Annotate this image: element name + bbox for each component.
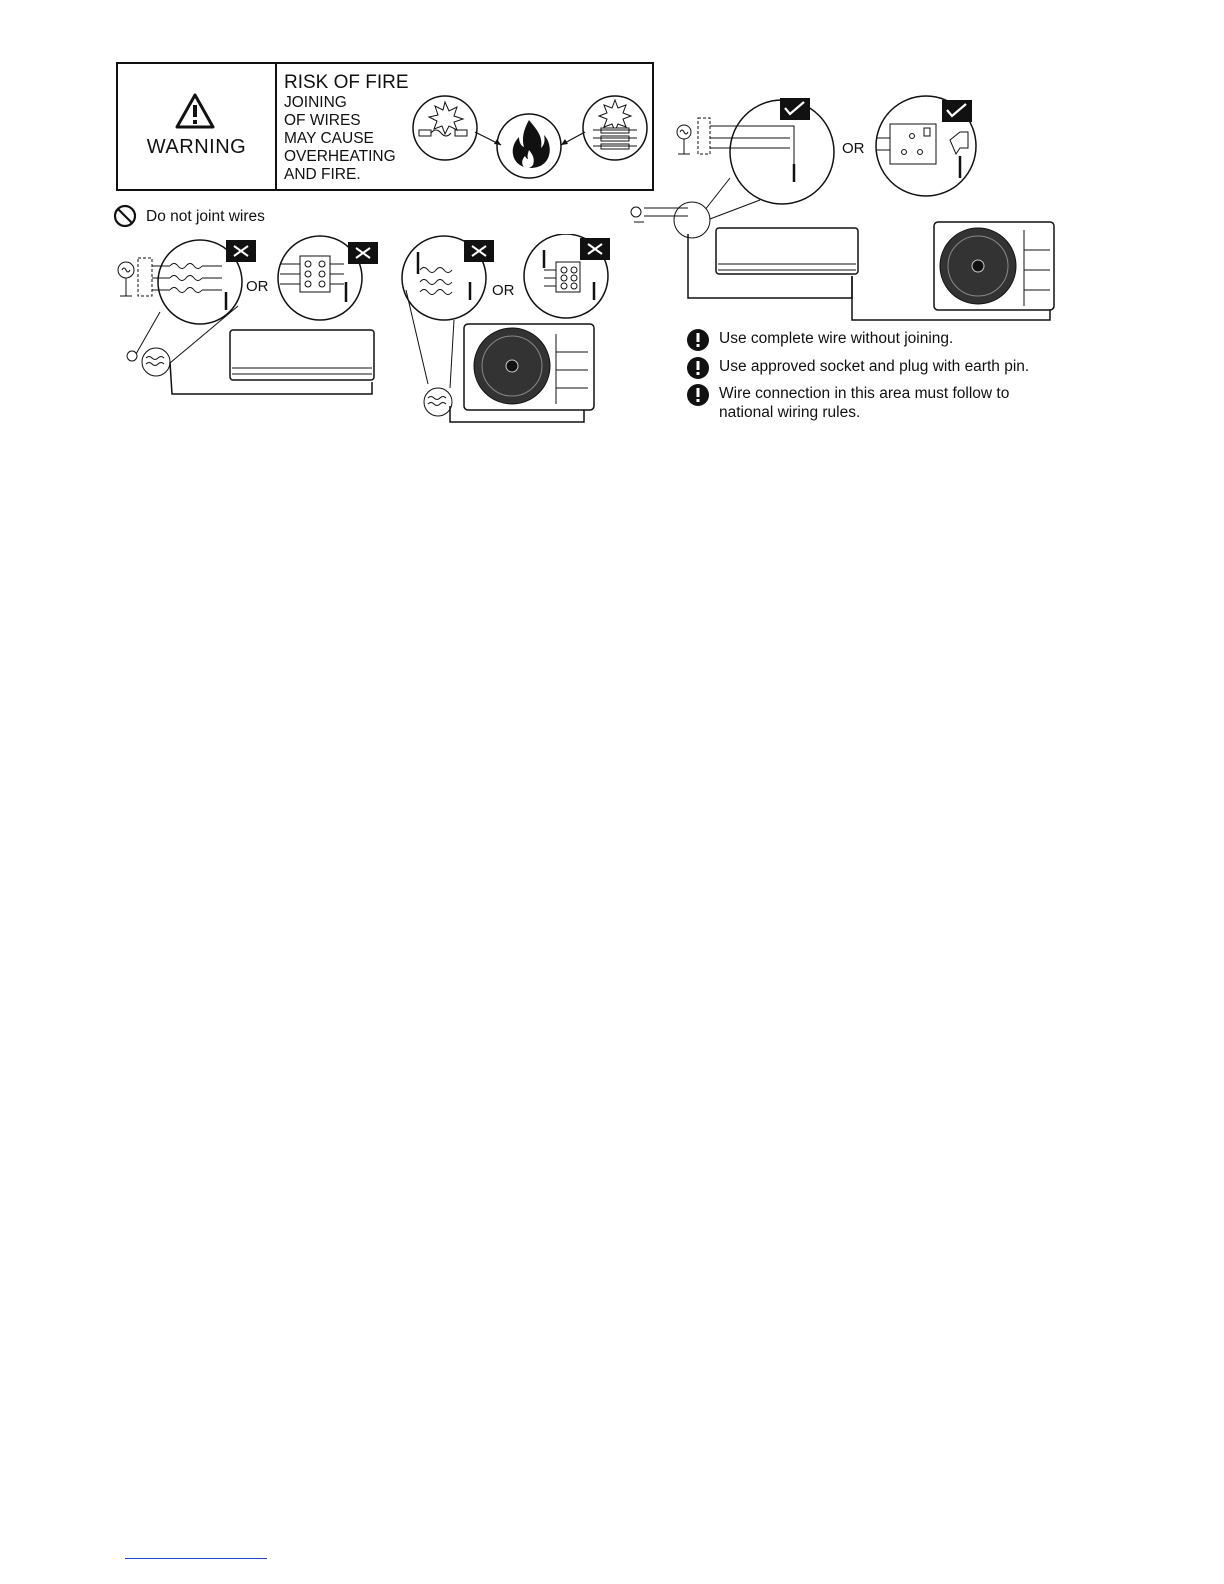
risk-line: OVERHEATING <box>284 148 396 165</box>
rule-item <box>686 328 1086 352</box>
footer-rule <box>125 1558 267 1559</box>
do-not-joint-caption: Do not joint wires <box>146 208 265 225</box>
warning-divider <box>275 64 277 189</box>
outdoor-joined-wire-diagram <box>398 234 620 430</box>
or-label: OR <box>492 282 515 299</box>
or-label: OR <box>246 278 269 295</box>
rule-text: Wire connection in this area must follow to national wiring rules. <box>719 385 1010 421</box>
exclamation-icon <box>686 356 710 380</box>
rule-text: Use complete wire without joining. <box>719 330 954 347</box>
rule-item <box>686 356 1086 380</box>
risk-line: OF WIRES <box>284 112 361 129</box>
fire-risk-illustration <box>405 90 655 190</box>
indoor-joined-wire-diagram <box>110 234 390 434</box>
risk-line: MAY CAUSE <box>284 130 374 147</box>
risk-line: AND FIRE. <box>284 166 361 183</box>
rule-text: Use approved socket and plug with earth pin. <box>719 358 1030 375</box>
or-label: OR <box>842 140 865 157</box>
warning-triangle-icon <box>174 92 216 130</box>
prohibited-icon <box>113 204 137 228</box>
exclamation-icon <box>686 383 710 407</box>
risk-line: JOINING <box>284 94 347 111</box>
joined-wire-spark-circle <box>413 96 477 160</box>
rule-item <box>686 383 1086 427</box>
exclamation-icon <box>686 328 710 352</box>
warning-label: WARNING <box>146 136 247 158</box>
risk-title: RISK OF FIRE <box>284 72 409 93</box>
approved-wiring-diagram <box>630 94 1076 324</box>
flame-circle <box>497 114 561 178</box>
